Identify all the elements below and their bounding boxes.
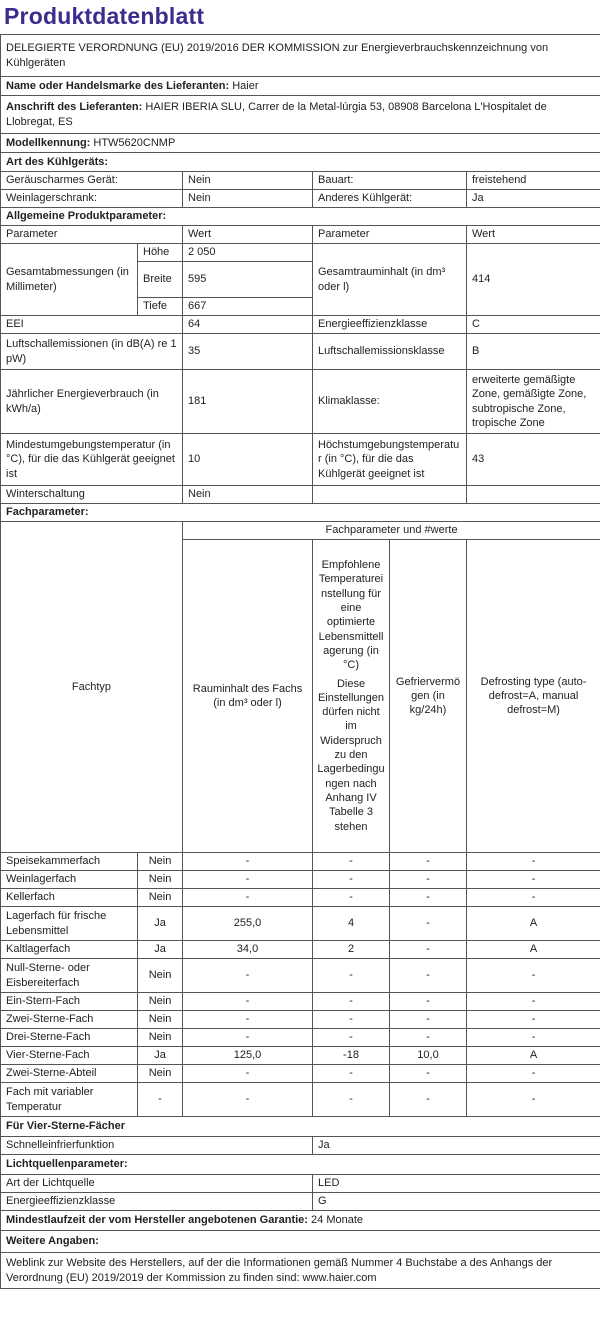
type-value: Nein — [183, 172, 313, 190]
type-label: Weinlagerschrank: — [1, 190, 183, 208]
volume-header: Rauminhalt des Fachs (in dm³ oder l) — [183, 540, 313, 853]
four-star-value: Ja — [313, 1137, 600, 1155]
four-star-row — [1, 1137, 600, 1155]
compartment-temperature: - — [313, 1065, 390, 1083]
compartment-temperature: - — [313, 1029, 390, 1047]
compartment-row — [1, 907, 600, 941]
compartment-temperature: - — [313, 889, 390, 907]
compartment-defrost: A — [467, 907, 600, 941]
light-row — [1, 1175, 600, 1193]
further-row — [1, 1253, 600, 1289]
parameter-label: Jährlicher Energieverbrauch (in kWh/a) — [1, 370, 183, 434]
parameter-label: Luftschallemissionsklasse — [313, 334, 467, 370]
compartment-defrost: - — [467, 871, 600, 889]
compartment-defrost: - — [467, 993, 600, 1011]
type-value: freistehend — [467, 172, 600, 190]
compartment-defrost: - — [467, 1029, 600, 1047]
compartments-group-row — [1, 522, 600, 540]
compartment-type: Fach mit variabler Temperatur — [1, 1083, 138, 1117]
compartment-present: Nein — [138, 871, 183, 889]
compartment-type: Null-Sterne- oder Eisbereiterfach — [1, 959, 138, 993]
parameter-value: B — [467, 334, 600, 370]
compartment-freeze: - — [390, 871, 467, 889]
type-row — [1, 190, 600, 208]
compartment-volume: 125,0 — [183, 1047, 313, 1065]
light-heading: Lichtquellenparameter: — [1, 1155, 600, 1175]
fachtyp-header: Fachtyp — [1, 522, 183, 853]
parameter-label: EEI — [1, 316, 183, 334]
compartment-type: Zwei-Sterne-Abteil — [1, 1065, 138, 1083]
compartment-present: Nein — [138, 1065, 183, 1083]
compartment-row — [1, 1011, 600, 1029]
type-heading-row — [1, 153, 600, 172]
compartment-freeze: - — [390, 907, 467, 941]
compartment-freeze: 10,0 — [390, 1047, 467, 1065]
address-label: Anschrift des Lieferanten: — [6, 101, 143, 114]
compartment-type: Speisekammerfach — [1, 853, 138, 871]
compartment-volume: 255,0 — [183, 907, 313, 941]
compartment-present: Nein — [138, 993, 183, 1011]
light-value: LED — [313, 1175, 600, 1193]
compartment-row — [1, 1029, 600, 1047]
parameter-row — [1, 486, 600, 504]
compartment-defrost: - — [467, 889, 600, 907]
supplier-value: Haier — [232, 79, 259, 92]
parameter-label: Winterschaltung — [1, 486, 183, 504]
compartment-present: Ja — [138, 907, 183, 941]
parameter-label: Energieeffizienzklasse — [313, 316, 467, 334]
compartment-row — [1, 871, 600, 889]
light-label: Art der Lichtquelle — [1, 1175, 313, 1193]
supplier-label: Name oder Handelsmarke des Lieferanten: — [6, 79, 230, 92]
warranty-label: Mindestlaufzeit der vom Hersteller angebotenen Garantie: — [6, 1214, 308, 1227]
address-value: HAIER IBERIA SLU, Carrer de la Metal-lúrgia 53, 08908 Barcelona L'Hospitalet de Llobregat, ES — [6, 101, 547, 128]
model-label: Modellkennung: — [6, 136, 91, 149]
general-heading-row — [1, 208, 600, 226]
compartment-present: Nein — [138, 959, 183, 993]
column-header: Wert — [467, 226, 600, 244]
compartment-freeze: - — [390, 889, 467, 907]
warranty-row — [1, 1211, 600, 1231]
compartment-defrost: - — [467, 1011, 600, 1029]
parameter-row — [1, 370, 600, 434]
type-heading: Art des Kühlgeräts: — [1, 153, 600, 172]
temperature-header-title: Empfohlene Temperatureinstellung für eine optimierte Lebensmittellagerung (in °C) — [318, 559, 384, 672]
dimension-name: Breite — [138, 262, 183, 298]
compartment-temperature: - — [313, 871, 390, 889]
compartment-temperature: - — [313, 993, 390, 1011]
freeze-header: Gefriervermögen (in kg/24h) — [390, 540, 467, 853]
regulation-text: DELEGIERTE VERORDNUNG (EU) 2019/2016 DER KOMMISSION zur Energieverbrauchskennzeichnung von Kühlgeräten — [1, 35, 600, 77]
type-row — [1, 172, 600, 190]
compartment-volume: - — [183, 1011, 313, 1029]
further-heading: Weitere Angaben: — [1, 1231, 600, 1253]
parameter-value: 181 — [183, 370, 313, 434]
compartment-defrost: - — [467, 959, 600, 993]
compartment-row — [1, 959, 600, 993]
compartment-freeze: - — [390, 1029, 467, 1047]
total-volume-value: 414 — [467, 244, 600, 316]
parameter-value: 64 — [183, 316, 313, 334]
temperature-header — [313, 540, 390, 853]
compartment-volume: - — [183, 1029, 313, 1047]
group-header: Fachparameter und #werte — [183, 522, 600, 540]
regulation-row — [1, 35, 600, 77]
compartment-volume: - — [183, 853, 313, 871]
parameter-value: 35 — [183, 334, 313, 370]
column-header: Wert — [183, 226, 313, 244]
compartment-volume: - — [183, 993, 313, 1011]
defrost-header: Defrosting type (auto-defrost=A, manual defrost=M) — [467, 540, 600, 853]
four-star-heading: Für Vier-Sterne-Fächer — [1, 1117, 600, 1137]
compartment-temperature: 2 — [313, 941, 390, 959]
parameter-label: Mindestumgebungstemperatur (in °C), für die das Kühlgerät geeignet ist — [1, 434, 183, 486]
compartment-freeze: - — [390, 853, 467, 871]
compartment-type: Kaltlagerfach — [1, 941, 138, 959]
compartment-present: Nein — [138, 889, 183, 907]
compartment-temperature: -18 — [313, 1047, 390, 1065]
type-label: Geräuscharmes Gerät: — [1, 172, 183, 190]
compartment-temperature: - — [313, 959, 390, 993]
parameter-row — [1, 334, 600, 370]
compartment-temperature: - — [313, 1083, 390, 1117]
dimension-value: 595 — [183, 262, 313, 298]
model-value: HTW5620CNMP — [93, 136, 176, 149]
column-header: Parameter — [313, 226, 467, 244]
parameter-value: C — [467, 316, 600, 334]
address-row — [1, 96, 600, 134]
type-value: Ja — [467, 190, 600, 208]
compartment-freeze: - — [390, 959, 467, 993]
compartment-freeze: - — [390, 1011, 467, 1029]
compartment-type: Kellerfach — [1, 889, 138, 907]
parameter-label — [313, 486, 467, 504]
type-value: Nein — [183, 190, 313, 208]
compartment-present: Nein — [138, 1011, 183, 1029]
light-heading-row — [1, 1155, 600, 1175]
general-header-row — [1, 226, 600, 244]
compartment-freeze: - — [390, 941, 467, 959]
four-star-label: Schnelleinfrierfunktion — [1, 1137, 313, 1155]
supplier-row — [1, 77, 600, 96]
compartment-type: Vier-Sterne-Fach — [1, 1047, 138, 1065]
compartment-volume: - — [183, 871, 313, 889]
compartment-type: Zwei-Sterne-Fach — [1, 1011, 138, 1029]
parameter-value — [467, 486, 600, 504]
compartment-row — [1, 889, 600, 907]
compartment-present: Nein — [138, 853, 183, 871]
parameter-row — [1, 434, 600, 486]
compartment-temperature: - — [313, 853, 390, 871]
type-label: Anderes Kühlgerät: — [313, 190, 467, 208]
compartments-heading: Fachparameter: — [1, 504, 600, 522]
light-row — [1, 1193, 600, 1211]
dimension-name: Tiefe — [138, 298, 183, 316]
compartment-present: Ja — [138, 1047, 183, 1065]
compartment-volume: - — [183, 1065, 313, 1083]
four-star-heading-row — [1, 1117, 600, 1137]
further-heading-row — [1, 1231, 600, 1253]
compartment-freeze: - — [390, 993, 467, 1011]
compartments-heading-row — [1, 504, 600, 522]
parameter-value: 10 — [183, 434, 313, 486]
compartment-type: Lagerfach für frische Lebensmittel — [1, 907, 138, 941]
compartment-defrost: - — [467, 1065, 600, 1083]
page-title: Produktdatenblatt — [4, 3, 205, 29]
parameter-label: Klimaklasse: — [313, 370, 467, 434]
datasheet-table — [0, 34, 600, 1289]
compartment-type: Drei-Sterne-Fach — [1, 1029, 138, 1047]
further-text: Weblink zur Website des Herstellers, auf der die Informationen gemäß Nummer 4 Buchstabe a des Anhangs der Verordnung (EU) 2019/2019 der Kommission zu finden sind: www.haier.com — [1, 1253, 600, 1289]
type-label: Bauart: — [313, 172, 467, 190]
general-heading: Allgemeine Produktparameter: — [1, 208, 600, 226]
compartment-temperature: 4 — [313, 907, 390, 941]
dimension-value: 667 — [183, 298, 313, 316]
compartment-row — [1, 853, 600, 871]
parameter-label: Luftschallemissionen (in dB(A) re 1 pW) — [1, 334, 183, 370]
compartment-row — [1, 941, 600, 959]
warranty-value: 24 Monate — [311, 1214, 364, 1227]
compartment-row — [1, 1065, 600, 1083]
compartment-row — [1, 1047, 600, 1065]
compartment-present: Nein — [138, 1029, 183, 1047]
temperature-header-note: Diese Einstellungen dürfen nicht im Widerspruch zu den Lagerbedingungen nach Anhang IV Tabelle 3 stehen — [317, 677, 385, 833]
compartment-row — [1, 1083, 600, 1117]
compartment-volume: - — [183, 889, 313, 907]
dimension-value: 2 050 — [183, 244, 313, 262]
compartment-defrost: A — [467, 1047, 600, 1065]
model-row — [1, 134, 600, 153]
compartment-defrost: - — [467, 853, 600, 871]
parameter-label: Höchstumgebungstemperatur (in °C), für die das Kühlgerät geeignet ist — [313, 434, 467, 486]
compartment-freeze: - — [390, 1083, 467, 1117]
dimension-name: Höhe — [138, 244, 183, 262]
compartment-volume: 34,0 — [183, 941, 313, 959]
light-label: Energieeffizienzklasse — [1, 1193, 313, 1211]
compartment-present: Ja — [138, 941, 183, 959]
compartment-temperature: - — [313, 1011, 390, 1029]
compartment-defrost: - — [467, 1083, 600, 1117]
compartment-row — [1, 993, 600, 1011]
parameter-value: 43 — [467, 434, 600, 486]
compartment-type: Weinlagerfach — [1, 871, 138, 889]
column-header: Parameter — [1, 226, 183, 244]
compartment-volume: - — [183, 1083, 313, 1117]
light-value: G — [313, 1193, 600, 1211]
compartment-defrost: A — [467, 941, 600, 959]
parameter-value: erweiterte gemäßigte Zone, gemäßigte Zone, subtropische Zone, tropische Zone — [467, 370, 600, 434]
dimensions-label: Gesamtabmessungen (in Millimeter) — [1, 244, 138, 316]
compartment-volume: - — [183, 959, 313, 993]
compartment-type: Ein-Stern-Fach — [1, 993, 138, 1011]
parameter-value: Nein — [183, 486, 313, 504]
compartment-freeze: - — [390, 1065, 467, 1083]
dimension-row — [1, 244, 600, 262]
total-volume-label: Gesamtrauminhalt (in dm³ oder l) — [313, 244, 467, 316]
compartment-present: - — [138, 1083, 183, 1117]
parameter-row — [1, 316, 600, 334]
